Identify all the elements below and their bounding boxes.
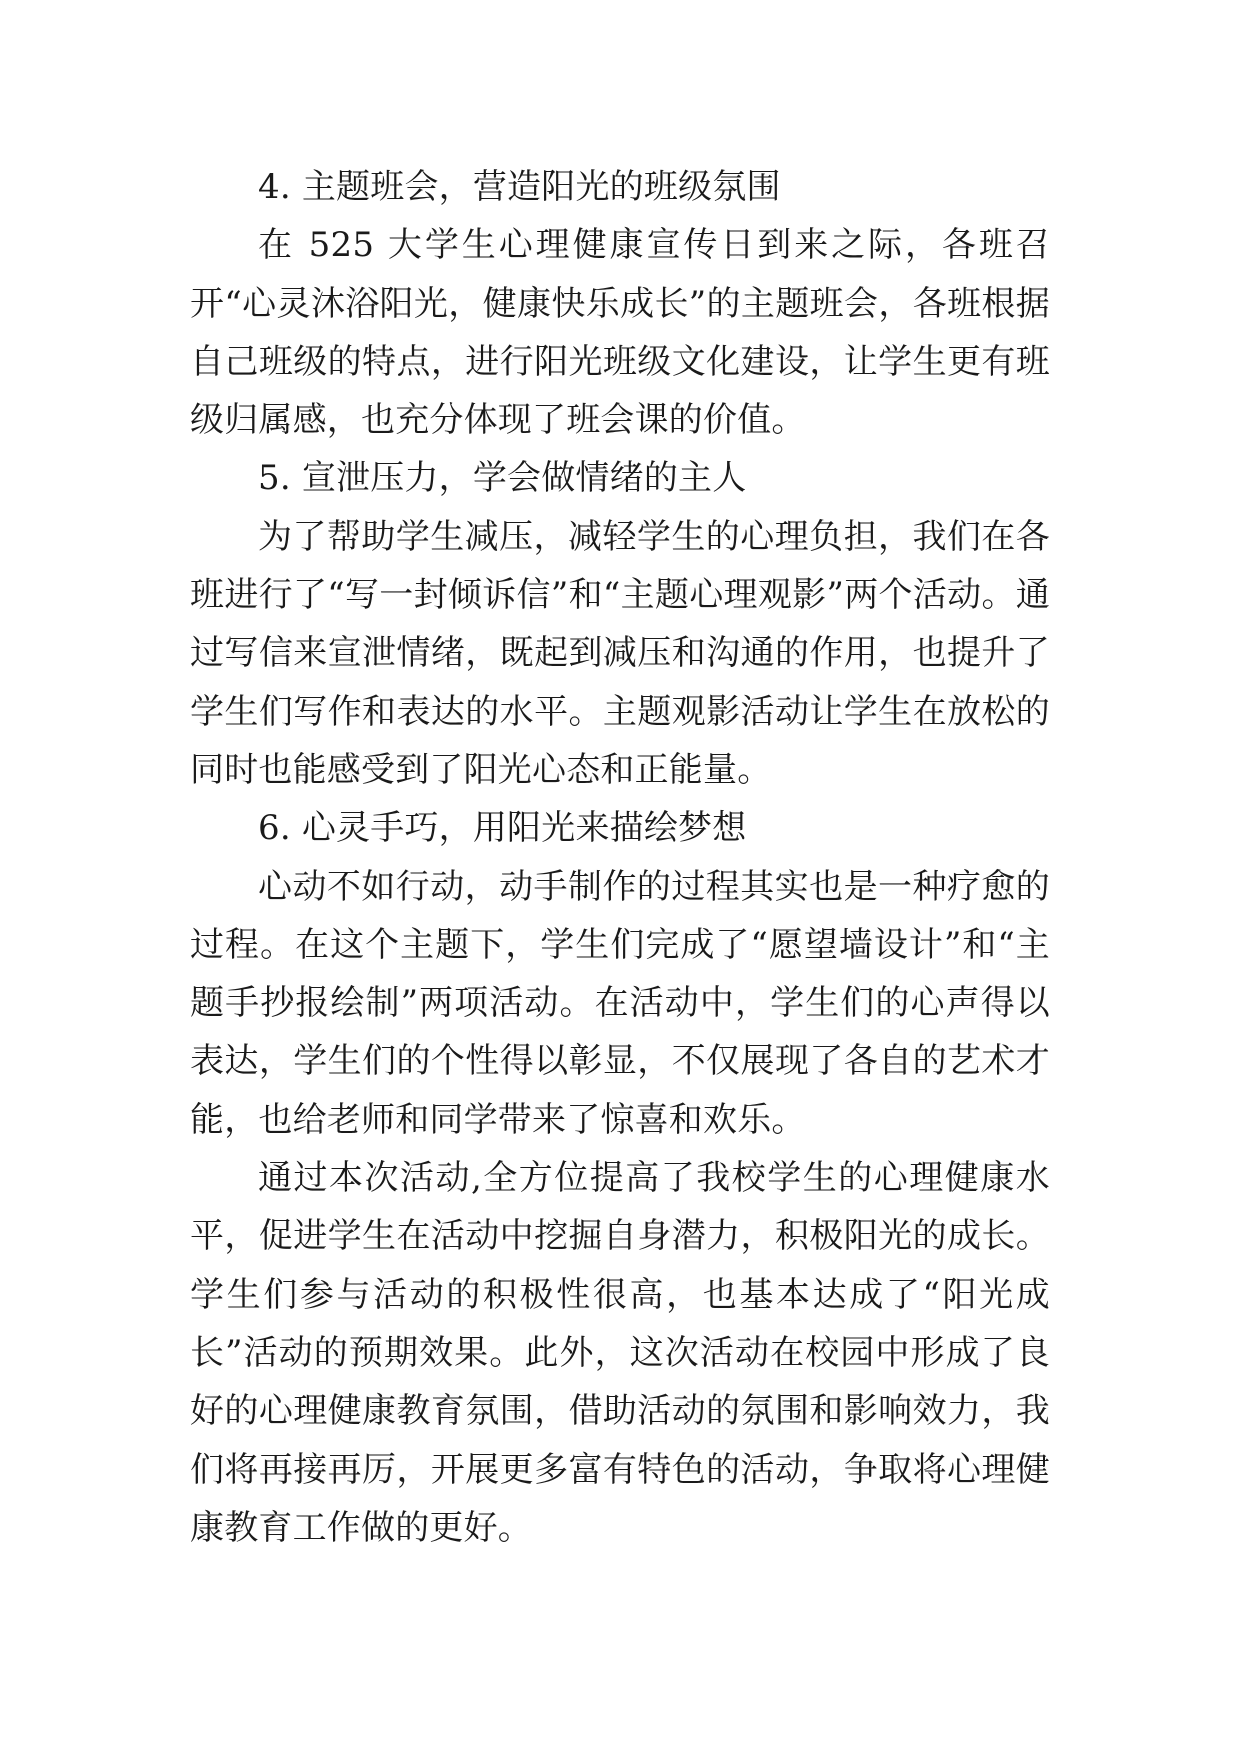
document-body bbox=[190, 158, 1050, 1557]
paragraph-handcraft: 心动不如行动，动手制作的过程其实也是一种疗愈的过程。在这个主题下，学生们完成了“愿望墙设计”和“主题手抄报绘制”两项活动。在活动中，学生们的心声得以表达，学生们的个性得以彰显，不仅展现了各自的艺术才能，也给老师和同学带来了惊喜和欢乐。 bbox=[190, 866, 1050, 1140]
paragraph-stress-relief: 为了帮助学生减压，减轻学生的心理负担，我们在各班进行了“写一封倾诉信”和“主题心理观影”两个活动。通过写信来宣泄情绪，既起到减压和沟通的作用，也提升了学生们写作和表达的水平。主题观影活动让学生在放松的同时也能感受到了阳光心态和正能量。 bbox=[190, 516, 1050, 790]
section-heading-6: 6. 心灵手巧，用阳光来描绘梦想 bbox=[258, 808, 747, 849]
paragraph-theme-class-meeting: 在 525 大学生心理健康宣传日到来之际，各班召开“心灵沐浴阳光，健康快乐成长”的主题班会，各班根据自己班级的特点，进行阳光班级文化建设，让学生更有班级归属感，也充分体现了班会课的价值。 bbox=[190, 225, 1050, 441]
section-heading-5: 5. 宣泄压力，学会做情绪的主人 bbox=[258, 458, 747, 499]
section-heading-4: 4. 主题班会，营造阳光的班级氛围 bbox=[258, 167, 781, 207]
paragraph-conclusion: 通过本次活动,全方位提高了我校学生的心理健康水平，促进学生在活动中挖掘自身潜力，积极阳光的成长。学生们参与活动的积极性很高，也基本达成了“阳光成长”活动的预期效果。此外，这次活动在校园中形成了良好的心理健康教育氛围，借助活动的氛围和影响效力，我们将再接再厉，开展更多富有特色的活动，争取将心理健康教育工作做的更好。 bbox=[190, 1158, 1050, 1548]
